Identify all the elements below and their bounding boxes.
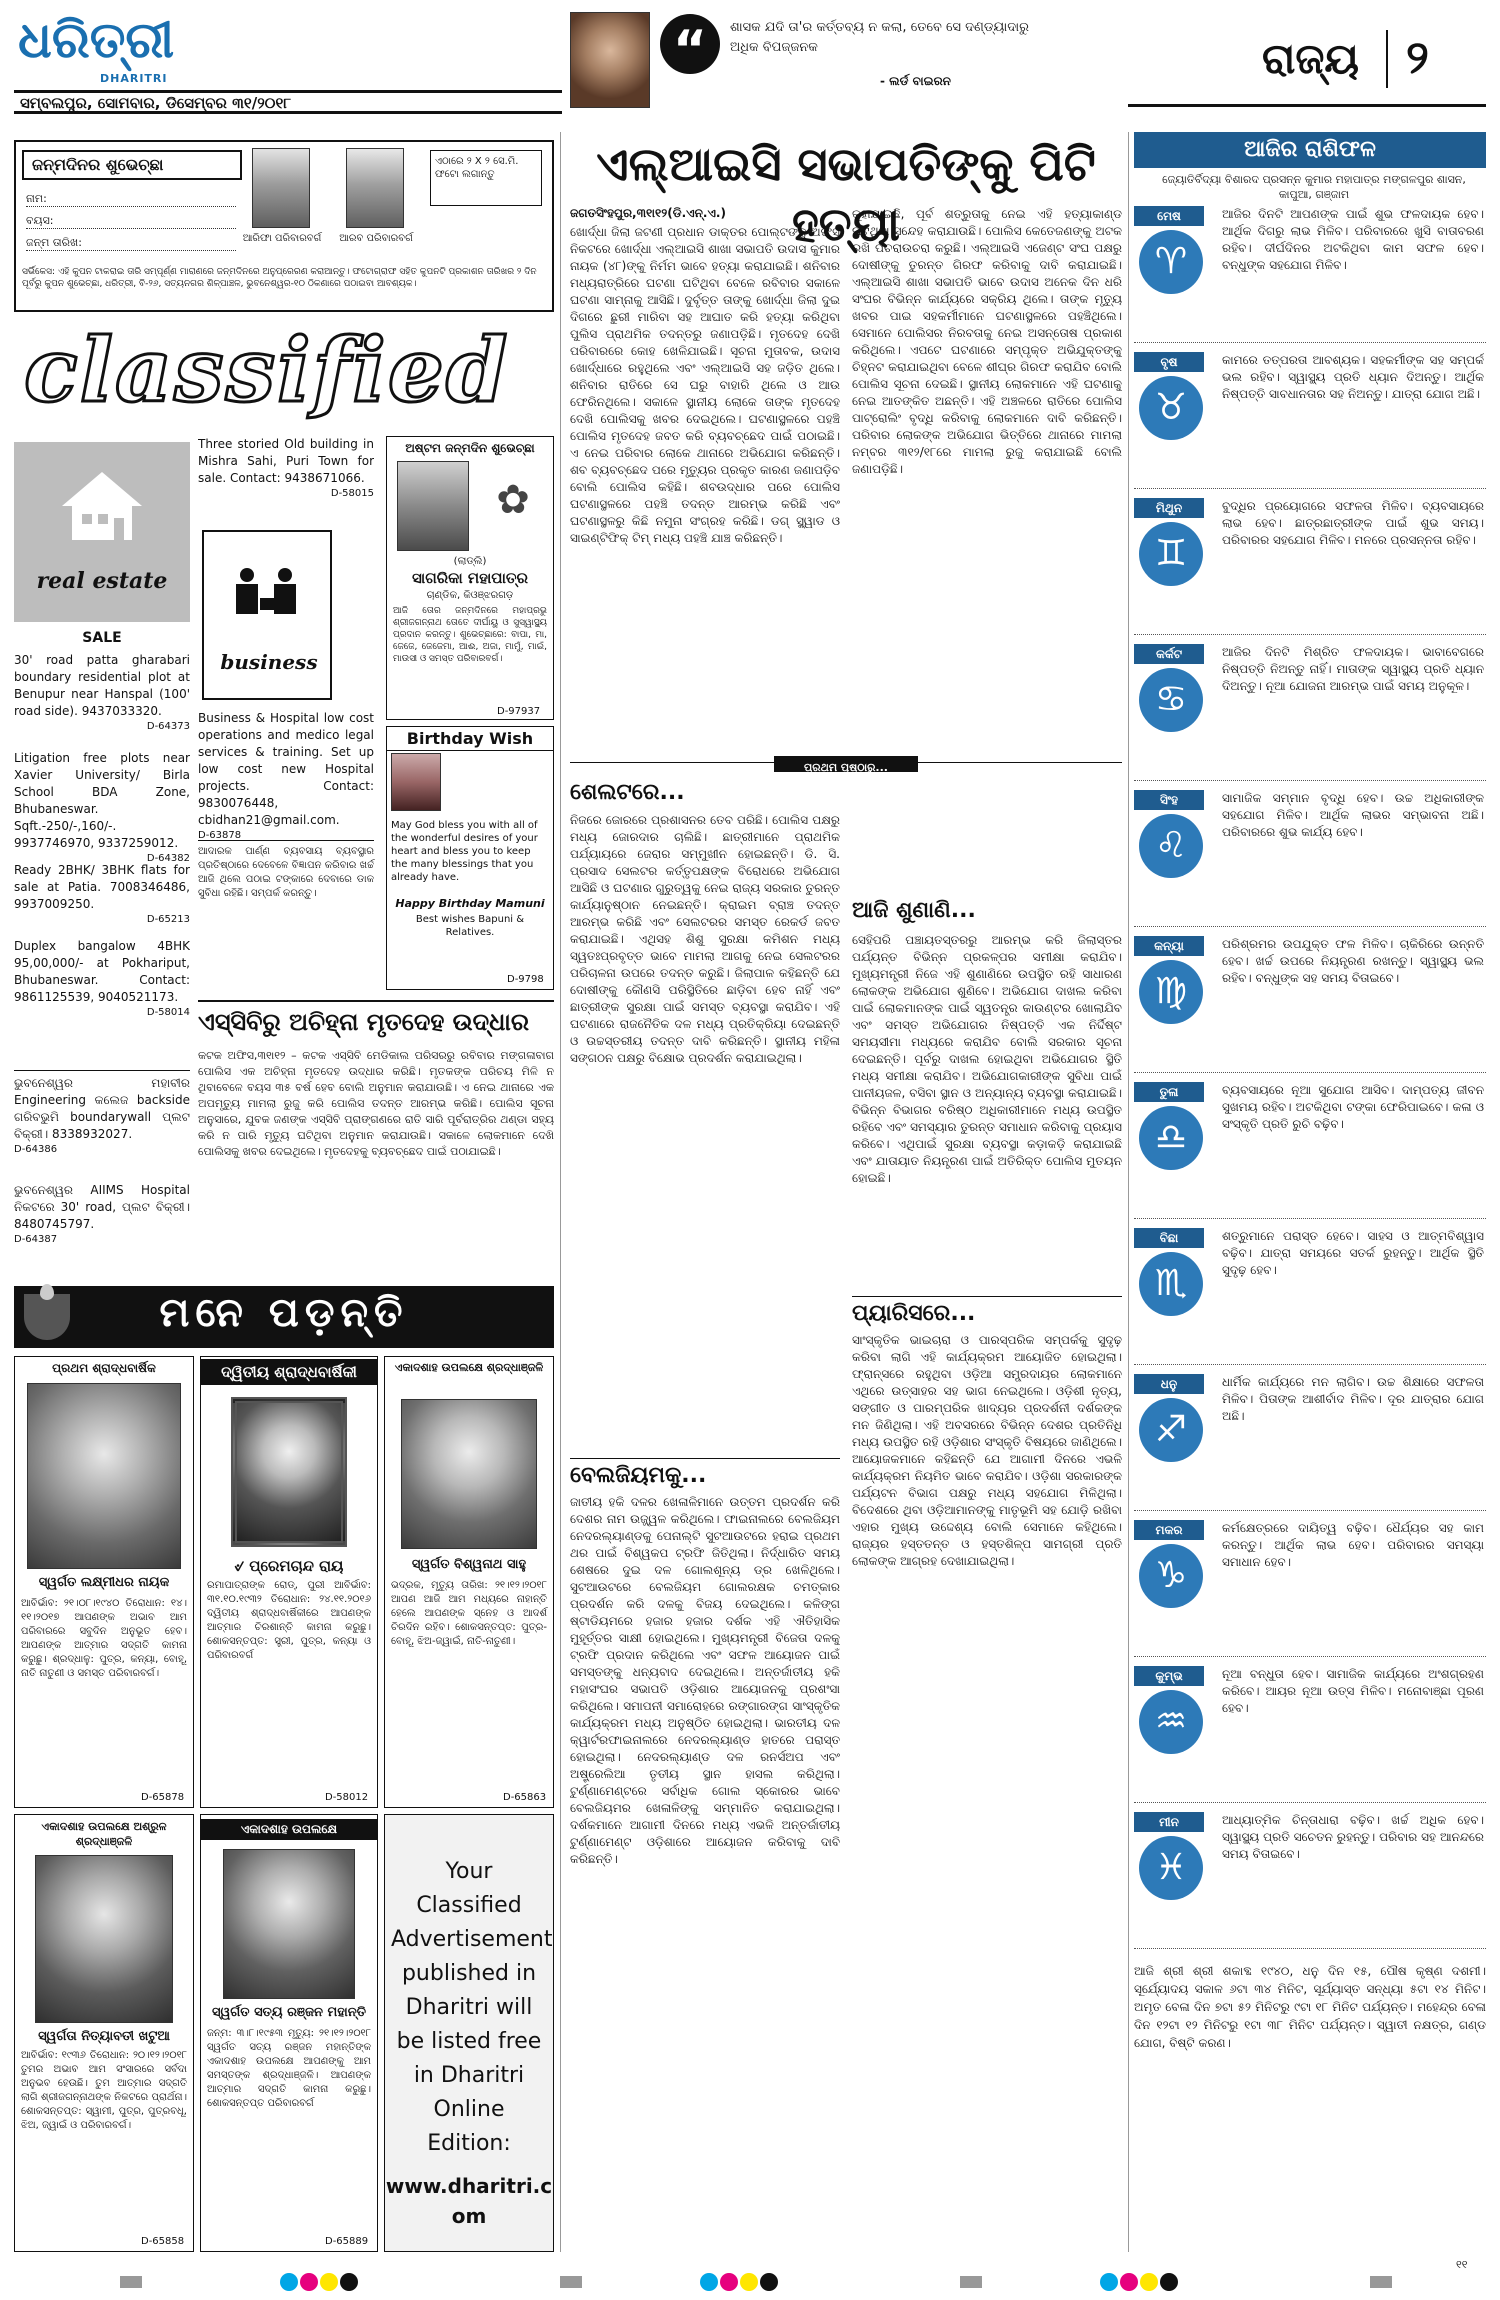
zodiac-text: କାମରେ ତତ୍ପରତା ଆବଶ୍ୟକ। ସହକର୍ମୀଙ୍କ ସହ ସମ୍ପର୍କ ଭଲ ରହିବ। ସ୍ୱାସ୍ଥ୍ୟ ପ୍ରତି ଧ୍ୟାନ ଦିଅନ୍ତୁ। ଆର୍ଥିକ ନିଷ୍ପତ୍ତି ସାବଧାନତାର ସହ ନିଅନ୍ତୁ। ଯାତ୍ରା ଯୋଗ ଅଛି। [1222,353,1484,401]
zodiac-block [1134,346,1486,492]
registration-bar [960,2276,982,2288]
business-people-icon [234,568,304,638]
ad-code: D-65858 [141,2236,185,2247]
quote-author: - ଲର୍ଡ ବାଇରନ [880,74,951,88]
registration-dot [1100,2273,1118,2291]
horoscope-title-bar [1134,132,1486,168]
obituary-name: ସ୍ୱର୍ଗତା ନିତ୍ୟାବତୀ ଖଟୁଆ [38,2029,170,2044]
dateline-bar [14,90,562,114]
masthead-rule [1128,104,1486,107]
zodiac-text: ପରିଶ୍ରମର ଉପଯୁକ୍ତ ଫଳ ମିଳିବ। ଚାକିରିରେ ଉନ୍ନତି ହେବ। ଖର୍ଚ୍ଚ ଉପରେ ନିୟନ୍ତ୍ରଣ ରଖନ୍ତୁ। ସ୍ୱାସ୍ଥ୍ୟ ଭଲ ରହିବ। ବନ୍ଧୁଙ୍କ ସହ ସମୟ ବିତାଇବେ। [1222,937,1484,985]
zodiac-name: ମୀନ [1134,1812,1204,1832]
obituary-body: ରମାପାତ୍ରାଙ୍କ ରୋଡ୍, ପୁରୀ ଆବିର୍ଭାବ: ୩୧.୧୦.୧୯୩୨ ତିରୋଧାନ: ୨୪.୧୧.୨୦୧୬ ଦ୍ୱିତୀୟ ଶ୍ରାଦ୍ଧବାର୍ଷିକୀରେ ଆପଣଙ୍କ ଆତ୍ମାର ଚିରଶାନ୍ତି କାମନା କରୁଛୁ। ଶୋକସନ୍ତପ୍ତ: ସ୍ତ୍ରୀ, ପୁତ୍ର, କନ୍ୟା ଓ ପରିବାରବର୍ଗ [207,1580,371,1661]
front-page-tag-label: ପ୍ରଥମ ପୃଷ୍ଠାରୁ... [804,761,888,774]
zodiac-block [1134,1076,1486,1222]
zodiac-text: ଆଧ୍ୟାତ୍ମିକ ଚିନ୍ତାଧାରା ବଢ଼ିବ। ଖର୍ଚ୍ଚ ଅଧିକ ହେବ। ସ୍ୱାସ୍ଥ୍ୟ ପ୍ରତି ସଚେତନ ରୁହନ୍ତୁ। ପରିବାର ସହ ଆନନ୍ଦରେ ସମୟ ବିତାଇବେ। [1222,1813,1484,1861]
zodiac-text: ସାମାଜିକ ସମ୍ମାନ ବୃଦ୍ଧି ହେବ। ଉଚ୍ଚ ଅଧିକାରୀଙ୍କ ସହଯୋଗ ମିଳିବ। ଆର୍ଥିକ ଲାଭର ସମ୍ଭାବନା ଅଛି। ପରିବାରରେ ଶୁଭ କାର୍ଯ୍ୟ ହେବ। [1222,791,1484,839]
zodiac-block [1134,930,1486,1076]
obituary-body: ଆବିର୍ଭାବ: ୨୧।୦୮।୧୯୪୦ ତିରୋଧାନ: ୧୪।୧୧।୨୦୧୭ ଆପଣଙ୍କ ଅଭାବ ଆମ ପରିବାରରେ ସବୁଦିନ ଅନୁଭୂତ ହେବ। ଆପଣଙ୍କ ଆତ୍ମାର ସଦ୍‌ଗତି କାମନା କରୁଛୁ। ଶ୍ରଦ୍ଧାଳୁ: ପୁତ୍ର, କନ୍ୟା, ବୋହୂ, ନାତି ନାତୁଣୀ ଓ ସମସ୍ତ ପରିବାରବର୍ଗ। [21,1598,187,1679]
ad-code: D-65878 [141,1792,185,1803]
ad-code: D-65889 [325,2236,369,2247]
classified-ad: ଭୁବନେଶ୍ୱର ମହାବୀର Engineering କଲେଜ backside ଗରିବଭୁମି boundarywall ପ୍ଲଟ ବିକ୍ରୀ। 8338932027. D-64386 [14,1070,190,1156]
dotted-divider [1134,926,1486,927]
zodiac-icon: ♎ [1139,1106,1203,1170]
photo-placeholder: ଏଠାରେ ୨ X ୨ ସେ.ମି. ଫଟୋ ଲଗାନ୍ତୁ [430,150,542,206]
lead-dateline: ଜଗତସିଂହପୁର,୩୧ା୧୨(ଡି.ଏନ୍‌.ଏ.) [570,206,726,220]
story-body: ଜାତୀୟ ହକି ଦଳର ଖେଳାଳିମାନେ ଉତ୍ତମ ପ୍ରଦର୍ଶନ କରି ଦେଶର ନାମ ଉଜ୍ଜ୍ୱଳ କରିଥିଲେ। ଫାଇନାଲରେ ବେଲଜିୟମ ନେଦରଲ୍ୟାଣ୍ଡକୁ ପେନାଲ୍ଟି ସୁଟଆଉଟରେ ହରାଇ ପ୍ରଥମ ଥର ପାଇଁ ବିଶ୍ୱକପ ଟ୍ରଫି ଜିତିଥିଲା। ନିର୍ଦ୍ଧାରିତ ସମୟ ଶେଷରେ ଦୁଇ ଦଳ ଗୋଲଶୂନ୍ୟ ଡ୍ର ଖେଳିଥିଲେ। ସୁଟଆଉଟରେ ବେଲଜିୟମ ଗୋଲରକ୍ଷକ ଚମତ୍କାର ପ୍ରଦର୍ଶନ କରି ଦଳକୁ ବିଜୟ ଦେଇଥିଲେ। କଳିଙ୍ଗ ଷ୍ଟାଡିୟମରେ ହଜାର ହଜାର ଦର୍ଶକ ଏହି ଐତିହାସିକ ମୁହୂର୍ତ୍ତର ସାକ୍ଷୀ ହୋଇଥିଲେ। ମୁଖ୍ୟମନ୍ତ୍ରୀ ବିଜେତା ଦଳକୁ ଟ୍ରଫି ପ୍ରଦାନ କରିଥିଲେ ଏବଂ ସଫଳ ଆୟୋଜନ ପାଇଁ ସମସ୍ତଙ୍କୁ ଧନ୍ୟବାଦ ଦେଇଥିଲେ। ଅନ୍ତର୍ଜାତୀୟ ହକି ମହାସଂଘର ସଭାପତି ଓଡ଼ିଶାର ଆୟୋଜନକୁ ପ୍ରଶଂସା କରିଥିଲେ। ସମାପନୀ ସମାରୋହରେ ରଙ୍ଗାରଙ୍ଗ ସାଂସ୍କୃତିକ କାର୍ଯ୍ୟକ୍ରମ ମଧ୍ୟ ଅନୁଷ୍ଠିତ ହୋଇଥିଲା। ଭାରତୀୟ ଦଳ କ୍ୱାର୍ଟରଫାଇନାଲରେ ନେଦରଲ୍ୟାଣ୍ଡ ହାତରେ ପରାସ୍ତ ହୋଇଥିଲା। ନେଦରଲ୍ୟାଣ୍ଡ ଦଳ ରନର୍ସଅପ ଏବଂ ଅଷ୍ଟ୍ରେଲିଆ ତୃତୀୟ ସ୍ଥାନ ହାସଲ କରିଥିଲା। ଟୁର୍ଣ୍ଣାମେଣ୍ଟରେ ସର୍ବାଧିକ ଗୋଲ ସ୍କୋରର ଭାବେ ବେଲଜିୟମର ଖେଳାଳିଙ୍କୁ ସମ୍ମାନିତ କରାଯାଇଥିଲା। ଦର୍ଶକମାନେ ଆଗାମୀ ଦିନରେ ମଧ୍ୟ ଏଭଳି ଅନ୍ତର୍ଜାତୀୟ ଟୁର୍ଣ୍ଣାମେଣ୍ଟ ଓଡ଼ିଶାରେ ଆୟୋଜନ କରିବାକୁ ଦାବି କରିଛନ୍ତି। [570,1495,840,1866]
obituary-body: ଜନ୍ମ: ୩।୮।୧୯୫୩ ମୃତ୍ୟୁ: ୨୧।୧୨।୨୦୧୮ ସ୍ୱର୍ଗତ ସତ୍ୟ ରଞ୍ଜନ ମହାନ୍ତିଙ୍କ ଏକାଦଶାହ ଉପଲକ୍ଷେ ଆପଣଙ୍କୁ ଆମ ସମସ୍ତଙ୍କ ଶ୍ରଦ୍ଧାଞ୍ଜଳି। ଆପଣଙ୍କ ଆତ୍ମାର ସଦ୍‌ଗତି କାମନା କରୁଛୁ। ଶୋକସନ୍ତପ୍ତ ପରିବାରବର୍ଗ [207,2028,371,2109]
birthday-wish-ad [386,726,554,990]
zodiac-name: ତୁଳା [1134,1082,1204,1102]
zodiac-block [1134,1660,1486,1806]
dotted-divider [1134,1948,1486,1949]
registration-dot [340,2273,358,2291]
birthday-coupon [14,140,554,312]
dotted-divider [1134,1656,1486,1657]
dotted-divider [1134,1072,1486,1073]
zodiac-text: ଧାର୍ମିକ କାର୍ଯ୍ୟରେ ମନ ଲାଗିବ। ଉଚ୍ଚ ଶିକ୍ଷାରେ ସଫଳତା ମିଳିବ। ପିତାଙ୍କ ଆଶୀର୍ବାଦ ମିଳିବ। ଦୂର ଯାତ୍ରାର ଯୋଗ ଅଛି। [1222,1375,1484,1423]
folio: ୧୧ [1456,2258,1468,2271]
classified-ad: Duplex bangalow 4BHK 95,00,000/- at Pokhariput, Bhubaneswar. Contact: 9861125539, 9040521173. D-58014 [14,939,190,1018]
registration-dot [740,2273,758,2291]
sale-heading: SALE [82,630,122,646]
logo: ଧରିତ୍ରୀ [18,10,175,69]
zodiac-icon: ♌ [1139,814,1203,878]
child-caption-1: ଆରିଫା ପରିବାରବର୍ଗ [242,233,322,244]
zodiac-name: କନ୍ୟା [1134,936,1204,956]
zodiac-icon: ♈ [1139,230,1203,294]
story-body: ନିଜରେ ଜୋରରେ ପ୍ରଶାସନର ତେବ ପରିଛି। ପୋଲିସ ପକ୍ଷରୁ ମଧ୍ୟ ଜୋରଦାର ଚାଲିଛି। ଛାତ୍ରୀମାନେ ପ୍ରାଥମିକ ପର୍ଯ୍ୟାୟରେ ଜେରାର ସମ୍ମୁଖୀନ ହୋଇଛନ୍ତି। ଡି. ସି. ପ୍ରସାଦ ସେଲଟର କର୍ତ୍ତୃପକ୍ଷଙ୍କ ବିରୋଧରେ ଅଭିଯୋଗ ଆସିଛି ଓ ଘଟଣାର ଗୁରୁତ୍ୱକୁ ନେଇ ରାଜ୍ୟ ସରକାର ତୁରନ୍ତ କାର୍ଯ୍ୟାନୁଷ୍ଠାନ ନେଇଛନ୍ତି। କ୍ରାଇମ ବ୍ରାଞ୍ଚ ତଦନ୍ତ ଆରମ୍ଭ କରିଛି ଏବଂ ସେଲଟରର ସମସ୍ତ ରେକର୍ଡ ଜବତ କରାଯାଇଛି। ଏଥିସହ ଶିଶୁ ସୁରକ୍ଷା କମିଶନ ମଧ୍ୟ ସ୍ୱତଃପ୍ରବୃତ୍ତ ଭାବେ ମାମଲା ଆଗକୁ ନେଇ ସେଲଟରର ପରିଚାଳନା ଉପରେ ତଦନ୍ତ କରୁଛି। ଜିଲାପାଳ କହିଛନ୍ତି ଯେ ଦୋଷୀଙ୍କୁ କୌଣସି ପରିସ୍ଥିତିରେ ଛାଡ଼ିବା ହେବ ନାହିଁ ଏବଂ ଛାତ୍ରୀଙ୍କ ସୁରକ୍ଷା ପାଇଁ ସମସ୍ତ ବ୍ୟବସ୍ଥା କରାଯିବ। ଏହି ଘଟଣାରେ ରାଜନୈତିକ ଦଳ ମଧ୍ୟ ପ୍ରତିକ୍ରିୟା ଦେଇଛନ୍ତି ଓ ଉଚ୍ଚସ୍ତରୀୟ ତଦନ୍ତ ଦାବି କରିଛନ୍ତି। ସ୍ଥାନୀୟ ମହିଳା ସଙ୍ଗଠନ ପକ୍ଷରୁ ବିକ୍ଷୋଭ ପ୍ରଦର୍ଶନ କରାଯାଇଥିଲା। [570,813,840,1065]
registration-dot [720,2273,738,2291]
zodiac-block [1134,1514,1486,1660]
classified-ad: Ready 2BHK/ 3BHK flats for sale at Patia. 7008346486, 9937009250. D-65213 [14,863,190,925]
zodiac-icon: ♏ [1139,1252,1203,1316]
zodiac-text: ବ୍ୟବସାୟରେ ନୂଆ ସୁଯୋଗ ଆସିବ। ଦାମ୍ପତ୍ୟ ଜୀବନ ସୁଖମୟ ରହିବ। ଅଟକିଥିବା ଟଙ୍କା ଫେରିପାଇବେ। କଳା ଓ ସଂସ୍କୃତି ପ୍ରତି ରୁଚି ବଢ଼ିବ। [1222,1083,1484,1131]
logo-english: DHARITRI [100,72,168,85]
dotted-divider [1134,342,1486,343]
classified-ad: Litigation free plots near Xavier University/ Birla School BDA Zone, Bhubaneswar. Sqft.-250/-,160/-. 9937746970, 9337259012. D-64382 [14,751,190,864]
flower-icon: ✿ [496,477,530,523]
classified-ad: 30' road patta gharabari boundary residential plot at Benupur near Hanspal (100' road side). 9437033320. D-64373 [14,653,190,732]
sp-headline: ଏସ୍‌ସିବିରୁ ଅଚିହ୍ନା ମୃତଦେହ ଉଦ୍ଧାର [198,1008,530,1036]
obituary-heading: ଏକାଦଶାହ ଉପଲକ୍ଷେ ଅଶ୍ରୁଳ ଶ୍ରଦ୍ଧାଞ୍ଜଳି [41,1820,167,1848]
eighth-birthday-ad [386,436,554,720]
column-divider [1128,132,1129,2252]
child-place: ଚାଣ୍ଡିକ, କିଓଞ୍ଝରଗଡ଼ [426,590,514,601]
dotted-divider [1134,488,1486,489]
front-page-tag [774,756,918,772]
zodiac-icon: ♍ [1139,960,1203,1024]
ad-code: D-97937 [497,706,541,717]
registration-dot [1120,2273,1138,2291]
dotted-divider [1134,634,1486,635]
zodiac-icon: ♑ [1139,1544,1203,1608]
zodiac-icon: ♓ [1139,1836,1203,1900]
obituary-photo [223,1849,355,1999]
registration-dot [320,2273,338,2291]
zodiac-name: ମିଥୁନ [1134,498,1204,518]
zodiac-name: ମେଷ [1134,206,1204,226]
house-icon [62,472,142,542]
zodiac-name: କର୍କଟ [1134,644,1204,664]
ad-code: D-65863 [503,1792,547,1803]
obituary-body: ଭଦ୍ରକ, ମୃତ୍ୟୁ ତାରିଖ: ୨୧।୧୨।୨୦୧୮ ଆପଣ ଆଜି ଆମ ମଧ୍ୟରେ ନାହାନ୍ତି ହେଲେ ଆପଣଙ୍କ ସ୍ନେହ ଓ ଆଦର୍ଶ ଚିରଦିନ ରହିବ। ଶୋକସନ୍ତପ୍ତ: ପୁତ୍ର-ବୋହୂ, ଝିଅ-ଜ୍ୱାଇଁ, ନାତି-ନାତୁଣୀ। [391,1580,547,1647]
real-estate-card [14,442,190,622]
free-listing-text: Your Classified Advertisement published in Dharitri will be listed free in Dharitri Online Edition: [391,1859,553,2156]
coupon-note: ସର୍ଭିକେସ: ଏହି କୁପନ ଟାକରାଇ ତାରି ସମ୍ପୂର୍ଣ୍ଣ ମାରାଣରେ ଜନ୍ମଦିନରେ ଅନୁପ୍ରେରଣ କରାଆନ୍ତୁ। ଫଟୋଗ୍ରାଫ ସହିତ କୁପନଟି ପ୍ରକାଶନ ତାରିଖର ୨ ଦିନ ପୂର୍ବରୁ କୁପନ ଶୁଭେଚ୍ଛା, ଧରିତ୍ରୀ, ବି-୨୬, ସତ୍ୟନଗର ଶିଳ୍ପାଞ୍ଚଳ, ଭୁବନେଶ୍ୱର-୧୦ ଠିକଣାରେ ପଠାଇବା ଆବଶ୍ୟକ। [22,267,537,289]
story-body: ସେହିପରି ପଞ୍ଚାୟତସ୍ତରରୁ ଆରମ୍ଭ କରି ଜିଲାସ୍ତର ପର୍ଯ୍ୟନ୍ତ ବିଭିନ୍ନ ପ୍ରକଳ୍ପର ସମୀକ୍ଷା କରାଯିବ। ମୁଖ୍ୟମନ୍ତ୍ରୀ ନିଜେ ଏହି ଶୁଣାଣିରେ ଉପସ୍ଥିତ ରହି ସାଧାରଣ ଲୋକଙ୍କ ଅଭିଯୋଗ ଶୁଣିବେ। ଅଭିଯୋଗ ଦାଖଲ କରିବା ପାଇଁ ଲୋକମାନଙ୍କ ପାଇଁ ସ୍ୱତନ୍ତ୍ର କାଉଣ୍ଟର ଖୋଲାଯିବ ଏବଂ ସମସ୍ତ ଅଭିଯୋଗର ନିଷ୍ପତ୍ତି ଏକ ନିର୍ଦ୍ଦିଷ୍ଟ ସମୟସୀମା ମଧ୍ୟରେ କରାଯିବ ବୋଲି ସରକାର ସୂଚନା ଦେଇଛନ୍ତି। ପୂର୍ବରୁ ଦାଖଲ ହୋଇଥିବା ଅଭିଯୋଗର ସ୍ଥିତି ମଧ୍ୟ ସମୀକ୍ଷା କରାଯିବ। ଅଭିଯୋଗକାରୀଙ୍କ ସୁବିଧା ପାଇଁ ପାନୀୟଜଳ, ବସିବା ସ୍ଥାନ ଓ ଅନ୍ୟାନ୍ୟ ବ୍ୟବସ୍ଥା କରାଯାଇଛି। ବିଭିନ୍ନ ବିଭାଗର ବରିଷ୍ଠ ଅଧିକାରୀମାନେ ମଧ୍ୟ ଉପସ୍ଥିତ ରହିବେ ଏବଂ ସମସ୍ୟାର ତୁରନ୍ତ ସମାଧାନ କରିବାକୁ ପ୍ରୟାସ କରିବେ। ଏଥିପାଇଁ ସୁରକ୍ଷା ବ୍ୟବସ୍ଥା କଡ଼ାକଡ଼ି କରାଯାଇଛି ଏବଂ ଯାତାୟାତ ନିୟନ୍ତ୍ରଣ ପାଇଁ ଅତିରିକ୍ତ ପୋଲିସ ମୁତୟନ ହୋଇଛି। [852,933,1122,1185]
registration-dot [280,2273,298,2291]
real-estate-label: real estate [36,568,168,594]
registration-dot [1140,2273,1158,2291]
birthday-wish-body: May God bless you with all of the wonderful desires of your heart and bless you to keep the many blessings that you already have. [391,820,538,883]
panchang: ଆଜି ଶ୍ରୀ ଶ୍ରୀ ଶକାବ୍ଦ ୧୯୪୦, ଧନୁ ଦିନ ୧୫, ପୌଷ କୃଷ୍ଣ ଦଶମୀ। ସୂର୍ଯ୍ୟୋଦୟ ସକାଳ ୬ଟା ୩୪ ମିନିଟ, ସୂର୍ଯ୍ୟାସ୍ତ ସନ୍ଧ୍ୟା ୫ଟା ୧୪ ମିନିଟ। ଅମୃତ ବେଳା ଦିନ ୭ଟା ୫୨ ମିନିଟରୁ ୯ଟା ୧୮ ମିନିଟ ପର୍ଯ୍ୟନ୍ତ। ମହେନ୍ଦ୍ର ବେଳା ଦିନ ୧୨ଟା ୧୨ ମିନିଟରୁ ୧ଟା ୩୮ ମିନିଟ ପର୍ଯ୍ୟନ୍ତ। ସ୍ୱାତୀ ନକ୍ଷତ୍ର, ଗଣ୍ଡ ଯୋଗ, ବିଷ୍ଟି କରଣ। [1134,1964,1486,2050]
zodiac-block [1134,200,1486,346]
sp-body: କଟକ ଅଫିସ,୩୧ା୧୨ – କଟକ ଏସ୍‌ସିବି ମେଡିକାଲ ପରିସରରୁ ରବିବାର ମଙ୍ଗଳାବାଗ ପୋଲିସ ଏକ ଅଚିହ୍ନା ମୃତଦେହ ଉଦ୍ଧାର କରିଛି। ମୃତକଙ୍କ ପରିଚୟ ମିଳି ନ ଥିବାବେଳେ ବୟସ ୩୫ ବର୍ଷ ହେବ ବୋଲି ଅନୁମାନ କରାଯାଉଛି। ଏ ନେଇ ଥାନାରେ ଏକ ଅପମୃତ୍ୟୁ ମାମଲା ରୁଜୁ କରି ପୋଲିସ ତଦନ୍ତ ଆରମ୍ଭ କରିଛି। ପୋଲିସ ସୂଚନା ଅନୁସାରେ, ଯୁବକ ଜଣଙ୍କ ଏସ୍‌ସିବି ପ୍ରାଙ୍ଗଣରେ ରାତି ସାରି ପୂର୍ବରାତ୍ରିର ଥଣ୍ଡା ସହ୍ୟ କରି ନ ପାରି ମୃତ୍ୟୁ ଘଟିଥିବା ଅନୁମାନ କରାଯାଉଛି। ସକାଳେ ଲୋକମାନେ ଦେଖି ପୋଲିସକୁ ଖବର ଦେଇଥିଲେ। ମୃତଦେହକୁ ବ୍ୟବଚ୍ଛେଦ ପାଇଁ ପଠାଯାଇଛି। [198,1049,554,1158]
section-divider [1386,30,1388,88]
child-photo-2 [346,148,404,228]
remembrance-title: ମନେ ପଡ଼ନ୍ତି [159,1290,409,1336]
story-head: ଆଜି ଶୁଣାଣି... [852,898,976,923]
business-column [198,430,378,990]
horoscope-title: ଆଜିର ରାଶିଫଳ [1244,137,1376,162]
zodiac-name: ବୃଷ [1134,352,1204,372]
obituary-card [200,1356,378,1808]
remembrance-banner [14,1286,554,1348]
coupon-title-bar [22,150,242,180]
zodiac-name: କୁମ୍ଭ [1134,1666,1204,1686]
obituary-heading: ଏକାଦଶାହ ଉପଲକ୍ଷେ [201,1819,377,1840]
horoscope-byline: ଜ୍ୟୋତିର୍ବିଦ୍ୟା ବିଶାରଦ ପ୍ରସନ୍ନ କୁମାର ମହାପାତ୍ର ମଙ୍ଗଳପୁର ଶାସନ, କାପୁଆ, ଗଞ୍ଜାମ [1162,173,1466,201]
quote-portrait [570,12,650,108]
page-number: ୨ [1406,30,1429,84]
birthday-wish-from: Best wishes Bapuni & Relatives. [415,914,525,938]
obituary-heading: ଦ୍ୱିତୀୟ ଶ୍ରାଦ୍ଧବାର୍ଷିକୀ [201,1359,377,1385]
classified-title: classified [24,320,510,420]
obituary-card [384,1356,554,1808]
ad-code: D-58012 [325,1792,369,1803]
child-name: ସାଗରିକା ମହାପାତ୍ର [412,569,528,587]
coupon-title: ଜନ୍ମଦିନର ଶୁଭେଚ୍ଛା [32,155,164,174]
registration-bar [560,2276,582,2288]
obituary-name: ସ୍ୱର୍ଗତ ଲକ୍ଷ୍ମୀଧର ନାୟକ [38,1575,170,1590]
obituary-card [14,1814,194,2252]
zodiac-text: ନୂଆ ବନ୍ଧୁତା ହେବ। ସାମାଜିକ କାର୍ଯ୍ୟରେ ଅଂଶଗ୍ରହଣ କରିବେ। ଆୟର ନୂଆ ଉତ୍ସ ମିଳିବ। ମନୋବାଞ୍ଛା ପୂରଣ ହେବ। [1222,1667,1484,1715]
eighth-birthday-title: ଅଷ୍ଟମ ଜନ୍ମଦିନ ଶୁଭେଚ୍ଛା [405,441,535,455]
quote-mark-icon: “ [660,14,720,74]
dotted-divider [1134,1218,1486,1219]
dotted-divider [1134,1364,1486,1365]
coupon-name-field[interactable]: ନାମ: [26,192,236,207]
obituary-body: ଆବିର୍ଭାବ: ୧୯୩୬ ତିରୋଧାନ: ୨୦।୧୨।୨୦୧୮ ତୁମର ଅଭାବ ଆମ ସଂସାରରେ ସର୍ବଦା ଅନୁଭବ ହେଉଛି। ତୁମ ଆତ୍ମାର ସଦ୍‌ଗତି ଲାଗି ଶ୍ରୀଜଗନ୍ନାଥଙ୍କ ନିକଟରେ ପ୍ରାର୍ଥନା। ଶୋକସନ୍ତପ୍ତ: ସ୍ୱାମୀ, ପୁତ୍ର, ପୁତ୍ରବଧୂ, ଝିଅ, ଜ୍ୱାଇଁ ଓ ପରିବାରବର୍ଗ। [21,2050,187,2131]
rule [198,1000,554,1002]
zodiac-list [1134,200,1486,1960]
coupon-age-field[interactable]: ବୟସ: [26,214,236,229]
quote-text: ଶାସକ ଯଦି ତା'ର କର୍ତ୍ତବ୍ୟ ନ କଲା, ତେବେ ସେ ଦଣ୍ଡ୍ୟାଦାରୁ ଅଧିକ ବିପଜ୍ଜନକ [730,20,1029,55]
obituary-card [200,1814,378,2252]
obituary-photo [27,1383,181,1569]
zodiac-text: ଆଜିର ଦିନଟି ଆପଣଙ୍କ ପାଇଁ ଶୁଭ ଫଳଦାୟକ ହେବ। ଆର୍ଥିକ ଦିଗରୁ ଲାଭ ମିଳିବ। ପରିବାରରେ ଖୁସି ବାତାବରଣ ରହିବ। ଦୀର୍ଘଦିନର ଅଟକିଥିବା କାମ ସଫଳ ହେବ। ବନ୍ଧୁଙ୍କ ସହଯୋଗ ମିଳିବ। [1222,207,1484,272]
dotted-divider [1134,1802,1486,1803]
zodiac-icon: ♐ [1139,1398,1203,1462]
registration-dot [1160,2273,1178,2291]
classified-ad: Three storied Old building in Mishra Sahi, Puri Town for sale. Contact: 9438671066. D-58015 [198,437,374,499]
classified-ad: ଭୁବନେଶ୍ୱର AIIMS Hospital ନିକଟରେ 30' road, ପ୍ଲଟ ବିକ୍ରୀ। 8480745797. D-64387 [14,1183,190,1245]
obituary-name: ସ୍ୱର୍ଗତ ବିଶ୍ୱନାଥ ସାହୁ [411,1557,527,1572]
coupon-dob-field[interactable]: ଜନ୍ମ ତାରିଖ: [26,236,236,251]
column-divider [560,132,561,2252]
zodiac-block [1134,1806,1486,1952]
story-head: ପ୍ୟାରିସରେ... [852,1296,1122,1326]
zodiac-block [1134,1368,1486,1514]
zodiac-icon: ♒ [1139,1690,1203,1754]
child-photo [397,461,469,551]
obituary-photo [401,1399,537,1549]
obituary-heading: ପ୍ରଥମ ଶ୍ରାଦ୍ଧବାର୍ଷିକ [52,1361,156,1375]
zodiac-block [1134,492,1486,638]
zodiac-text: ବୁଦ୍ଧିର ପ୍ରୟୋଗରେ ସଫଳତା ମିଳିବ। ବ୍ୟବସାୟରେ ଲାଭ ହେବ। ଛାତ୍ରଛାତ୍ରୀଙ୍କ ପାଇଁ ଶୁଭ ସମୟ। ପରିବାରର ସହଯୋଗ ମିଳିବ। ମନରେ ପ୍ରସନ୍ନତା ରହିବ। [1222,499,1484,547]
masthead [0,0,1500,118]
obituary-name: ସ୍ୱର୍ଗତ ସତ୍ୟ ରଞ୍ଜନ ମହାନ୍ତି [212,2005,366,2020]
obituary-card [14,1356,194,1808]
obituary-heading: ଏକାଦଶାହ ଉପଲକ୍ଷେ ଶ୍ରଦ୍ଧାଞ୍ଜଳି [394,1361,544,1374]
birthday-wish-name: Happy Birthday Mamuni [395,897,545,910]
business-card [202,530,332,700]
obituary-name: ୰ ପ୍ରେମଚାନ୍ଦ ରାୟ [234,1557,344,1575]
business-ad: Business & Hospital low cost operations and medico legal services & training. Set up low cost new Hospital projects. Contact: 9830076448, cbidhan21@gmail.com. D-63878 [198,711,374,841]
section-title: ରାଜ୍ୟ [1262,34,1360,83]
zodiac-name: ସିଂହ [1134,790,1204,810]
zodiac-text: ଆଜିର ଦିନଟି ମିଶ୍ରିତ ଫଳଦାୟକ। ଭାବାବେଗରେ ନିଷ୍ପତ୍ତି ନିଅନ୍ତୁ ନାହିଁ। ମାତାଙ୍କ ସ୍ୱାସ୍ଥ୍ୟ ପ୍ରତି ଧ୍ୟାନ ଦିଅନ୍ତୁ। ନୂଆ ଯୋଜନା ଆରମ୍ଭ ପାଇଁ ସମୟ ଅନୁକୂଳ। [1222,645,1484,693]
zodiac-block [1134,784,1486,930]
child-caption-2: ଆରବ ପରିବାରବର୍ଗ [339,233,413,244]
registration-dot [300,2273,318,2291]
obituary-photo [231,1397,347,1547]
zodiac-name: ମକର [1134,1520,1204,1540]
lead-col-1: ଖୋର୍ଦ୍ଧା ଜିଲା ଜଟଣୀ ପ୍ରଧାନ ଡାକ୍ତର ପୋଲ୍ଟଙ୍କୁ ଅଫିସ ନିକଟରେ ଖୋର୍ଦ୍ଧା ଏଲ୍‌ଆଇସି ଶାଖା ସଭାପତି ଉଦାସ କୁମାର ନାୟକ (୪୮)ଙ୍କୁ ନିର୍ମମ ଭାବେ ହତ୍ୟା କରାଯାଇଛି। ଶନିବାର ମଧ୍ୟରାତ୍ରିରେ ଘଟଣା ଘଟିଥିବା ବେଳେ ରବିବାର ସକାଳେ ଘଟଣା ସାମ୍ନାକୁ ଆସିଛି। ଦୁର୍ବୃତ୍ତ ତାଙ୍କୁ ଖୋର୍ଦ୍ଧା ଜିଲା ଦୁଇ ଦିଗରେ ଛୁରୀ ମାରିବା ସହ ଆଘାତ କରି ହତ୍ୟା କରିଥିବା ପୁଲିସ ପ୍ରାଥମିକ ତଦନ୍ତରୁ ଜଣାପଡ଼ିଛି। ମୃତଦେହ ଦେଖି ପରିବାରରେ କୋହ ଖେଳିଯାଇଛି। ସୂଚନା ମୁତାବକ, ଉଦାସ ଖୋର୍ଦ୍ଧାରେ ରହୁଥିଲେ ଏବଂ ଏଲ୍‌ଆଇସି ସହ ଜଡ଼ିତ ଥିଲେ। ଶନିବାର ରାତିରେ ସେ ଘରୁ ବାହାରି ଥିଲେ ଓ ଆଉ ଫେରିନଥିଲେ। ସକାଳେ ସ୍ଥାନୀୟ ଲୋକେ ତାଙ୍କ ମୃତଦେହ ଦେଖି ପୋଲିସକୁ ଖବର ଦେଇଥିଲେ। ଘଟଣାସ୍ଥଳରେ ପହଞ୍ଚି ପୋଲିସ ମୃତଦେହ ଜବତ କରି ବ୍ୟବଚ୍ଛେଦ ପାଇଁ ପଠାଇଛି। ଏ ନେଇ ପରିବାର ଲୋକେ ଥାନାରେ ଅଭିଯୋଗ କରିଛନ୍ତି। ଶବ ବ୍ୟବଚ୍ଛେଦ ପରେ ମୃତ୍ୟୁର ପ୍ରକୃତ କାରଣ ଜଣାପଡ଼ିବ ବୋଲି ପୋଲିସ କହିଛି। ଶବଉଦ୍ଧାର ପରେ ପୋଲିସ ଘଟଣାସ୍ଥଳରେ ପହଞ୍ଚି ତଦନ୍ତ ଆରମ୍ଭ କରିଛି ଏବଂ ଘଟଣାସ୍ଥଳରୁ କିଛି ନମୁନା ସଂଗ୍ରହ କରିଛି। ଡଗ୍ ସ୍କ୍ୱାଡ ଓ ସାଇଣ୍ଟିଫିକ୍ ଟିମ୍ ମଧ୍ୟ ପହଞ୍ଚି ଯାଞ୍ଚ କରିଛନ୍ତି। [570,225,840,545]
zodiac-block [1134,638,1486,784]
real-estate-column [14,430,190,1290]
child-photo-1 [252,148,310,228]
zodiac-name: ଧନୁ [1134,1374,1204,1394]
zodiac-name: ବିଛା [1134,1228,1204,1248]
lead-col-2: କୁହାଯାଇଛି, ପୂର୍ବ ଶତ୍ରୁତାକୁ ନେଇ ଏହି ହତ୍ୟାକାଣ୍ଡ ଘଟିଥିବା ସନ୍ଦେହ କରାଯାଉଛି। ପୋଲିସ କେତେଜଣଙ୍କୁ ଅଟକ ରଖି ପଚରାଉଚରା କରୁଛି। ଏଲ୍‌ଆଇସି ଏଜେଣ୍ଟ ସଂଘ ପକ୍ଷରୁ ଦୋଷୀଙ୍କୁ ତୁରନ୍ତ ଗିରଫ କରିବାକୁ ଦାବି କରାଯାଇଛି। ଏଲ୍‌ଆଇସି ଶାଖା ସଭାପତି ଭାବେ ଉଦାସ ଅନେକ ଦିନ ଧରି ସଂଘର ବିଭିନ୍ନ କାର୍ଯ୍ୟରେ ସକ୍ରିୟ ଥିଲେ। ତାଙ୍କ ମୃତ୍ୟୁ ଖବର ପାଇ ସହକର୍ମୀମାନେ ଘଟଣାସ୍ଥଳରେ ପହଞ୍ଚିଥିଲେ। ସେମାନେ ପୋଲିସର ନିରବତାକୁ ନେଇ ଅସନ୍ତୋଷ ପ୍ରକାଶ କରିଥିଲେ। ଏପଟେ ଘଟଣାରେ ସମ୍ପୃକ୍ତ ଅଭିଯୁକ୍ତଙ୍କୁ ଚିହ୍ନଟ କରାଯାଇଥିବା ବେଳେ ଶୀଘ୍ର ଗିରଫ କରାଯିବ ବୋଲି ପୋଲିସ ସୂଚନା ଦେଇଛି। ସ୍ଥାନୀୟ ଲୋକମାନେ ଏହି ଘଟଣାକୁ ନେଇ ଆତଙ୍କିତ ଅଛନ୍ତି। ଏହି ଅଞ୍ଚଳରେ ରାତିରେ ପୋଲିସ ପାଟ୍ରୋଲିଂ ବୃଦ୍ଧି କରିବାକୁ ଲୋକମାନେ ଦାବି କରିଛନ୍ତି। ପରିବାର ଲୋକଙ୍କ ଅଭିଯୋଗ ଭିତ୍ତିରେ ଥାନାରେ ମାମଲା ନମ୍ବର ୩୧୨/୧୮ରେ ମାମଲା ରୁଜୁ କରାଯାଇଛି ବୋଲି ଜଣାପଡ଼ିଛି। [852,207,1122,476]
zodiac-icon: ♋ [1139,668,1203,732]
dateline: ସମ୍ବଲପୁର, ସୋମବାର, ଡିସେମ୍ବର ୩୧/୨୦୧୮ [20,94,292,112]
story-body: ସାଂସ୍କୃତିକ ଭାଇଚାରା ଓ ପାରସ୍ପରିକ ସମ୍ପର୍କକୁ ସୁଦୃଢ଼ କରିବା ଲାଗି ଏହି କାର୍ଯ୍ୟକ୍ରମ ଆୟୋଜିତ ହୋଇଥିଲା। ଫ୍ରାନ୍ସରେ ରହୁଥିବା ଓଡ଼ିଆ ସମ୍ପ୍ରଦାୟର ଲୋକମାନେ ଏଥିରେ ଉତ୍ସାହର ସହ ଭାଗ ନେଇଥିଲେ। ଓଡ଼ିଶୀ ନୃତ୍ୟ, ସଙ୍ଗୀତ ଓ ପାରମ୍ପରିକ ଖାଦ୍ୟର ପ୍ରଦର୍ଶନୀ ଦର୍ଶକଙ୍କ ମନ ଜିଣିଥିଲା। ଏହି ଅବସରରେ ବିଭିନ୍ନ ଦେଶର ପ୍ରତିନିଧି ମଧ୍ୟ ଉପସ୍ଥିତ ରହି ଓଡ଼ିଶାର ସଂସ୍କୃତି ବିଷୟରେ ଜାଣିଥିଲେ। ଆୟୋଜକମାନେ କହିଛନ୍ତି ଯେ ଆଗାମୀ ଦିନରେ ଏଭଳି କାର୍ଯ୍ୟକ୍ରମ ନିୟମିତ ଭାବେ କରାଯିବ। ଓଡ଼ିଶା ସରକାରଙ୍କ ପର୍ଯ୍ୟଟନ ବିଭାଗ ପକ୍ଷରୁ ମଧ୍ୟ ସହଯୋଗ ମିଳିଥିଲା। ବିଦେଶରେ ଥିବା ଓଡ଼ିଆମାନଙ୍କୁ ମାତୃଭୂମି ସହ ଯୋଡ଼ି ରଖିବା ଏହାର ମୁଖ୍ୟ ଉଦ୍ଦେଶ୍ୟ ବୋଲି ସେମାନେ କହିଥିଲେ। ରାଜ୍ୟର ହସ୍ତତନ୍ତ ଓ ହସ୍ତଶିଳ୍ପ ସାମଗ୍ରୀ ପ୍ରତି ଲୋକଙ୍କ ଆଗ୍ରହ ଦେଖାଯାଇଥିଲା। [852,1333,1122,1568]
free-listing-ad [384,1814,554,2252]
birthday-wish-text: ଆଜି ତୋର ଜନ୍ମଦିନରେ ମହାପ୍ରଭୁ ଶ୍ରୀଜଗନ୍ନାଥ ତୋତେ ଦୀର୍ଘାୟୁ ଓ ସୁସ୍ୱାସ୍ଥ୍ୟ ପ୍ରଦାନ କରନ୍ତୁ। ଶୁଭେଚ୍ଛାରେ: ବାପା, ମା, ଜେଜେ, ଜେଜେମା, ଆଈ, ଅଜା, ମାମୁଁ, ମାଇଁ, ମାଉସୀ ଓ ସମସ୍ତ ପରିବାରବର୍ଗ। [393,606,547,664]
story-head: ବେଲଜିୟମକୁ... [570,1458,840,1488]
registration-dot [760,2273,778,2291]
dotted-divider [1134,780,1486,781]
classified-banner [14,320,554,420]
business-odia-ad: ଆଦାରକ ପାର୍ଣ୍ଣ ବ୍ୟବସାୟ ବ୍ୟବସ୍ଥାର ପ୍ରତିଷ୍ଠାରେ ଦେବେଳେ ବିଜ୍ଞାପନ କରିବାର ଖର୍ଚ୍ଚ ଆଜି ଥିଲେ ପଠାଇ ଟଙ୍କାରେ ଦେବାରେ ଡାକ ସୁବିଧା ରହିଛି। ସମ୍ପର୍କ କରନ୍ତୁ। [198,840,374,901]
zodiac-icon: ♊ [1139,522,1203,586]
website-link[interactable]: www.dharitri.com [385,2174,553,2228]
registration-bar [1370,2276,1392,2288]
story-head: ଶେଲଟରେ... [570,780,685,805]
zodiac-text: କର୍ମକ୍ଷେତ୍ରରେ ଦାୟିତ୍ୱ ବଢ଼ିବ। ଧୈର୍ଯ୍ୟର ସହ କାମ କରନ୍ତୁ। ଆର୍ଥିକ ଲାଭ ହେବ। ପରିବାରର ସମସ୍ୟା ସମାଧାନ ହେବ। [1222,1521,1484,1569]
child-nickname: (ଲାଡ୍ଲି) [453,556,487,567]
lead-headline: ଏଲ୍‌ଆଇସି ସଭାପତିଙ୍କୁ ପିଟି ହତ୍ୟା [596,137,1096,251]
registration-bar [120,2276,142,2288]
business-label: business [220,650,318,674]
registration-dot [700,2273,718,2291]
zodiac-block [1134,1222,1486,1368]
girl-photo [391,753,441,811]
birthday-wish-title: Birthday Wish [387,727,553,751]
zodiac-icon: ♉ [1139,376,1203,440]
ad-code: D-9798 [507,974,544,985]
zodiac-text: ଶତ୍ରୁମାନେ ପରାସ୍ତ ହେବେ। ସାହସ ଓ ଆତ୍ମବିଶ୍ୱାସ ବଢ଼ିବ। ଯାତ୍ରା ସମୟରେ ସତର୍କ ରୁହନ୍ତୁ। ଆର୍ଥିକ ସ୍ଥିତି ସୁଦୃଢ଼ ହେବ। [1222,1229,1484,1277]
obituary-photo [35,1855,173,2023]
dotted-divider [1134,1510,1486,1511]
